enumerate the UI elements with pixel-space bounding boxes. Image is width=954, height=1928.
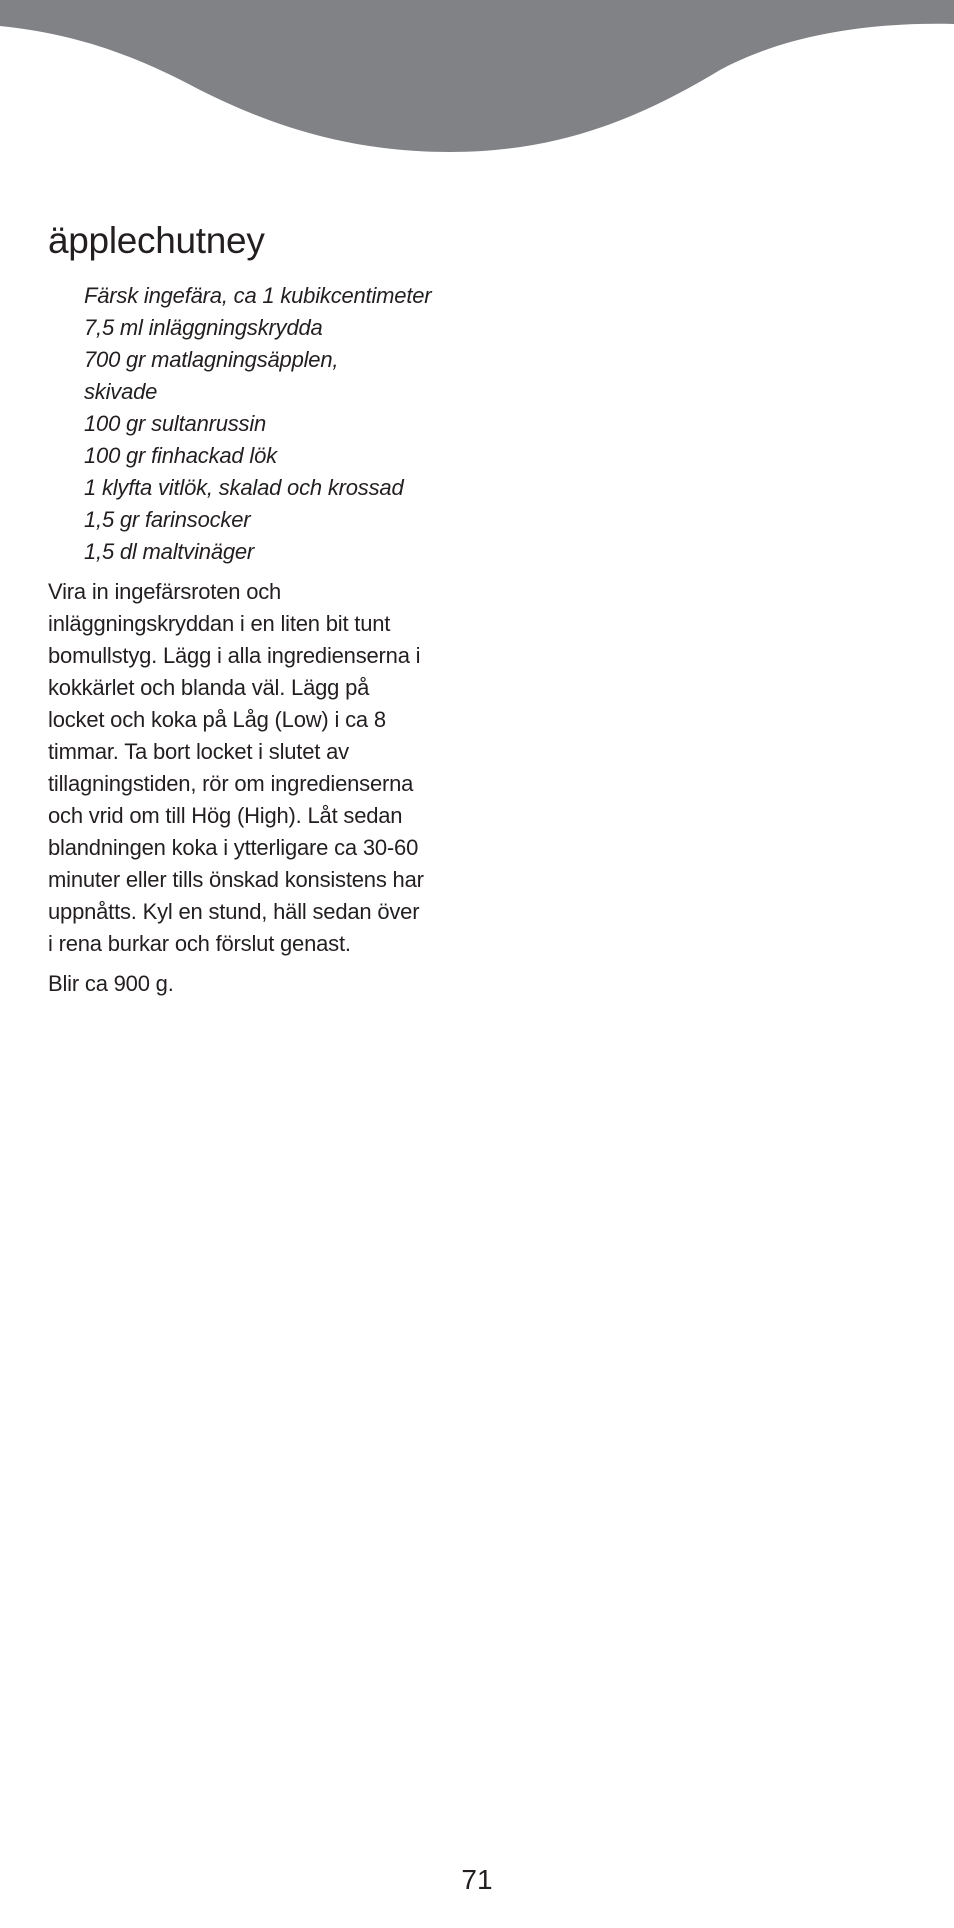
recipe-title: äpplechutney — [48, 220, 265, 261]
ingredient-item: 100 gr sultanrussin — [84, 411, 267, 436]
header-wave-shape — [0, 0, 954, 152]
method-line: uppnåtts. Kyl en stund, häll sedan över — [48, 899, 420, 924]
method-line: blandningen koka i ytterligare ca 30-60 — [48, 835, 419, 860]
method-line: och vrid om till Hög (High). Låt sedan — [48, 803, 403, 828]
ingredient-list — [84, 280, 478, 568]
method-line: Vira in ingefärsroten och — [48, 579, 282, 604]
method-line: i rena burkar och förslut genast. — [48, 931, 351, 956]
ingredient-item: 700 gr matlagningsäpplen, — [84, 347, 339, 372]
ingredient-item: Färsk ingefära, ca 1 kubikcentimeter — [84, 283, 432, 308]
recipe-method — [48, 576, 478, 960]
ingredient-item: skivade — [84, 379, 158, 404]
method-line: tillagningstiden, rör om ingredienserna — [48, 771, 414, 796]
method-line: kokkärlet och blanda väl. Lägg på — [48, 675, 370, 700]
header-wave-decoration — [0, 0, 954, 160]
ingredient-item: 7,5 ml inläggningskrydda — [84, 315, 323, 340]
ingredient-item: 1 klyfta vitlök, skalad och krossad — [84, 475, 404, 500]
method-line: timmar. Ta bort locket i slutet av — [48, 739, 349, 764]
ingredient-item: 1,5 gr farinsocker — [84, 507, 251, 532]
method-line: bomullstyg. Lägg i alla ingredienserna i — [48, 643, 421, 668]
method-line: minuter eller tills önskad konsistens har — [48, 867, 424, 892]
ingredient-item: 100 gr finhackad lök — [84, 443, 277, 468]
method-line: locket och koka på Låg (Low) i ca 8 — [48, 707, 386, 732]
method-line: inläggningskryddan i en liten bit tunt — [48, 611, 391, 636]
ingredient-item: 1,5 dl maltvinäger — [84, 539, 255, 564]
recipe-yield: Blir ca 900 g. — [48, 971, 174, 996]
page-number: 71 — [461, 1864, 493, 1895]
recipe-section — [48, 214, 478, 1000]
